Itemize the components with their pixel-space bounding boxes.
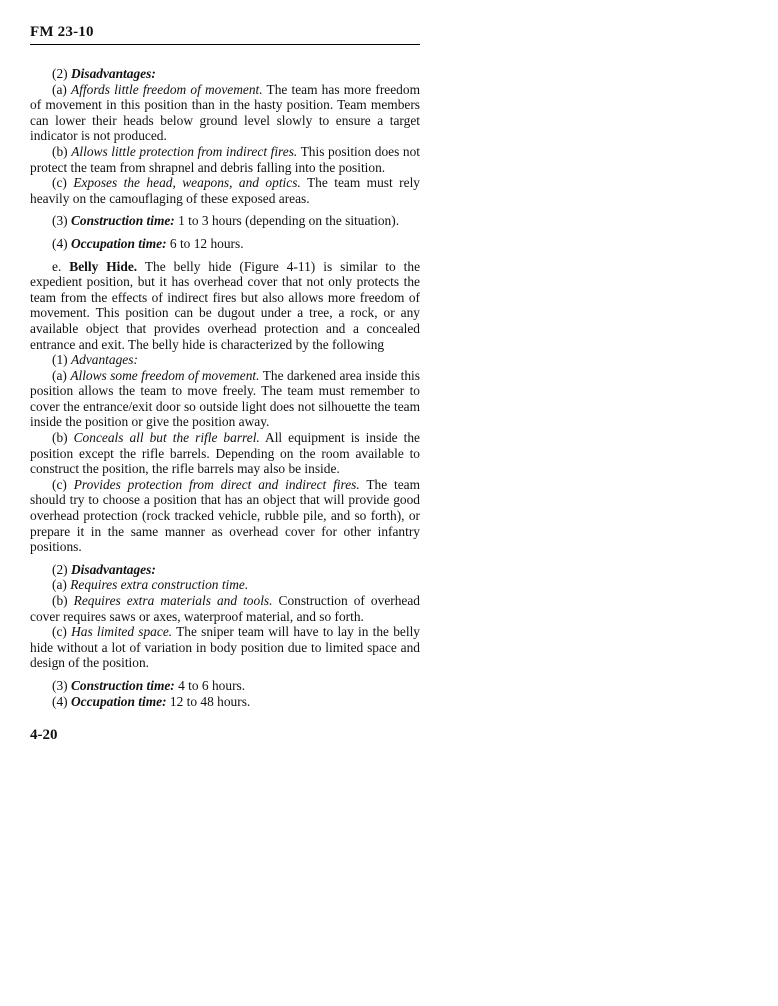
- advantages-heading: (1) Advantages:: [52, 352, 138, 368]
- paragraph-construction-time-2: (3) Construction time: 4 to 6 hours.: [52, 677, 246, 693]
- running-header: [30, 24, 420, 45]
- paragraph-construction-time: (3) Construction time: 1 to 3 hours (depending on the situation).: [52, 213, 400, 229]
- paragraph-occupation-time: (4) Occupation time: 6 to 12 hours.: [52, 235, 244, 251]
- paragraph-little-protection: (b) Allows little protection from indirect fires. This position does not protect the team from shrapnel and debris falling into the position.: [30, 143, 420, 175]
- disadvantages-heading: (2) Disadvantages:: [52, 66, 156, 81]
- paragraph-limited-space: (c) Has limited space. The sniper team will have to lay in the belly hide without a lot of variation in body position due to limited space and design of the position.: [30, 624, 420, 671]
- paragraph-some-freedom: (a) Allows some freedom of movement. The darkened area inside this position allows the team to move freely. The team must remember to cover the entrance/exit door so outside light does not silhouette the team inside the position or give the position away.: [30, 367, 420, 430]
- paragraph-belly-hide: e. Belly Hide. The belly hide (Figure 4-11) is similar to the expedient position, but it has overhead cover that not only protects the team from the effects of indirect fires but also allows more freedom of movement. This position can be dugout under a tree, a rock, or any available object that provides overhead protection and a concealed entrance and exit. The belly hide is characterized by the following: [30, 258, 421, 352]
- paragraph-provides-protection: (c) Provides protection from direct and indirect fires. The team should try to choose a position that has an object that will provide good overhead protection (rock tracked vehicle, rubble pile, and so forth), or prepare it in the same manner as overhead cover for other infantry positions.: [30, 476, 421, 555]
- manual-number: FM 23-10: [30, 24, 94, 40]
- page-body: [30, 66, 420, 709]
- paragraph-extra-construction-time: (a) Requires extra construction time.: [52, 577, 249, 593]
- page-number: 4-20: [30, 727, 58, 743]
- disadvantages-heading-2: (2) Disadvantages:: [52, 561, 156, 577]
- paragraph-exposes-head: (c) Exposes the head, weapons, and optics. The team must rely heavily on the camouflaging of these exposed areas.: [30, 175, 420, 206]
- paragraph-affords-little-freedom: (a) Affords little freedom of movement. The team has more freedom of movement in this position than in the hasty position. Team members can lower their heads below ground level slowly to ensure a target indicator is not produced.: [30, 81, 420, 144]
- paragraph-occupation-time-2: (4) Occupation time: 12 to 48 hours.: [52, 693, 251, 709]
- paragraph-conceals-all: (b) Conceals all but the rifle barrel. All equipment is inside the position except the rifle barrels. Depending on the room available to construct the position, the rifle barrels may also be inside.: [30, 430, 420, 477]
- paragraph-extra-materials: (b) Requires extra materials and tools. Construction of overhead cover requires saws or axes, waterproof material, and so forth.: [30, 593, 420, 624]
